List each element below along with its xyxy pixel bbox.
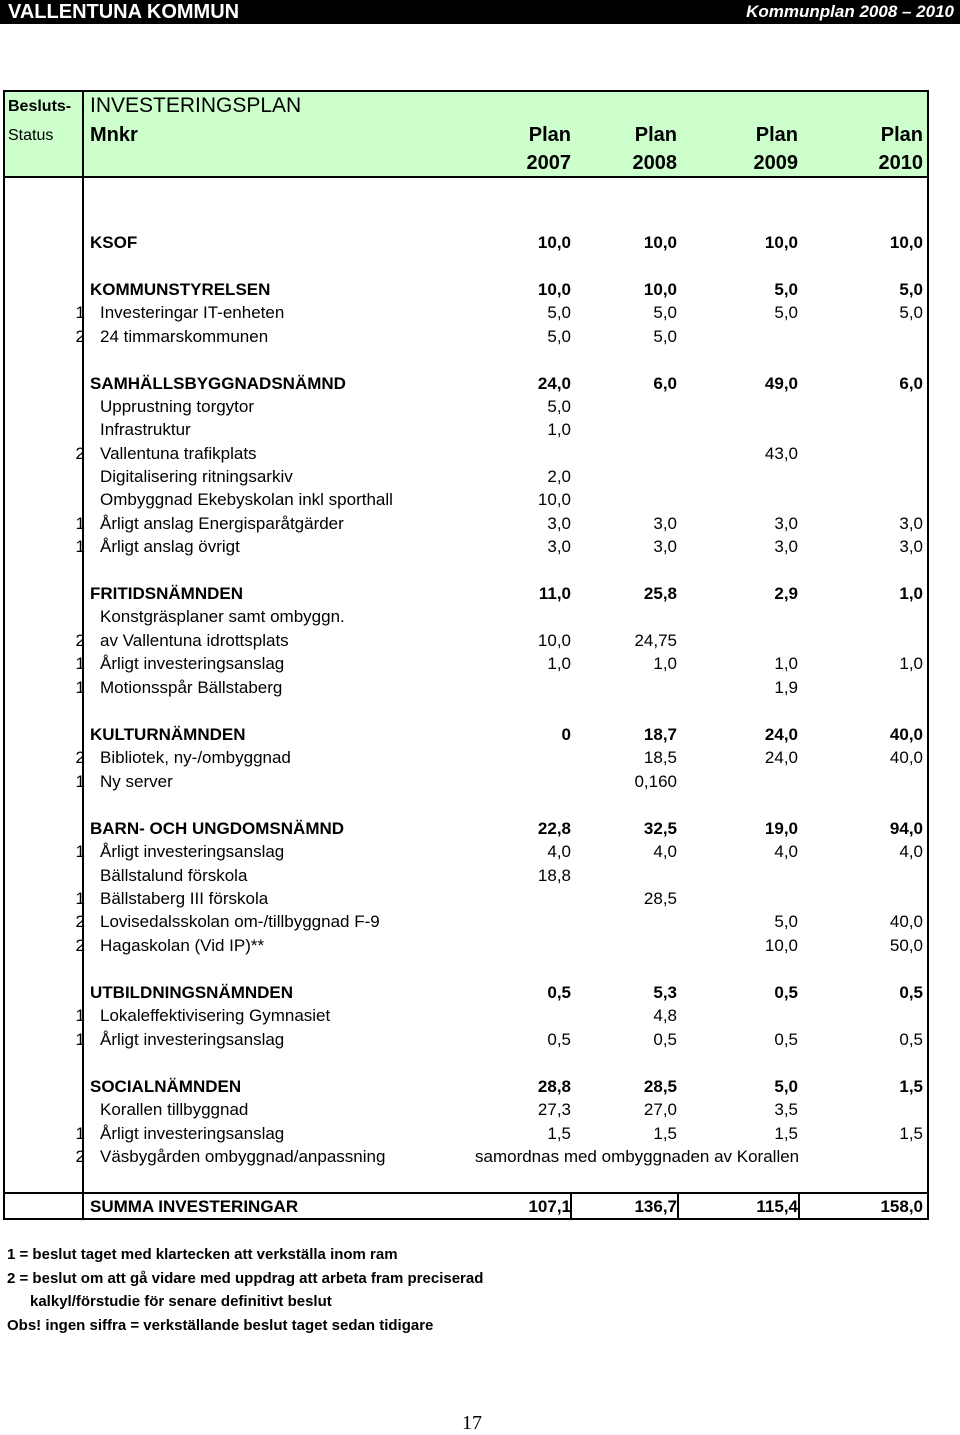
- value-2007: 27,3: [537, 1100, 571, 1119]
- footnote-2-cont: kalkyl/förstudie för senare definitivt beslut: [30, 1293, 332, 1310]
- value-2009: 5,0: [774, 280, 798, 299]
- table-row: [5, 840, 927, 863]
- value-2009: 1,0: [774, 654, 798, 673]
- table-row: [5, 488, 927, 511]
- section-row: [5, 817, 927, 840]
- value-2009: 2,9: [774, 584, 798, 603]
- value-2010: 3,0: [899, 514, 923, 533]
- value-2008: 5,3: [653, 983, 677, 1002]
- value-2007: 5,0: [547, 303, 571, 322]
- table-row: [5, 605, 927, 628]
- sum-value-2009: 115,4: [756, 1197, 798, 1216]
- value-2009: 49,0: [764, 374, 798, 393]
- table-row: [5, 746, 927, 769]
- sum-value-2008: 136,7: [634, 1197, 677, 1216]
- value-2009: 10,0: [764, 233, 798, 252]
- value-2007: 5,0: [547, 397, 571, 416]
- status-code: 2: [75, 444, 85, 463]
- status-code: 2: [75, 631, 85, 650]
- value-2009: 0,5: [774, 983, 798, 1002]
- value-2010: 40,0: [889, 748, 923, 767]
- value-2010: 0,5: [899, 983, 923, 1002]
- value-2007: 10,0: [537, 233, 571, 252]
- table-row: [5, 301, 927, 324]
- item-label: Vallentuna trafikplats: [100, 444, 257, 463]
- value-2009: 3,5: [774, 1100, 798, 1119]
- value-2007: 24,0: [537, 374, 571, 393]
- footnotes: [7, 1243, 483, 1337]
- footnote-2: 2 = beslut om att gå vidare med uppdrag att arbeta fram preciserad: [7, 1269, 484, 1287]
- table-row: [5, 512, 927, 535]
- value-2008: 3,0: [653, 514, 677, 533]
- value-2008: 0,5: [653, 1030, 677, 1049]
- value-2008: 18,7: [643, 725, 677, 744]
- value-2009: 3,0: [774, 514, 798, 533]
- value-2009: 0,5: [774, 1030, 798, 1049]
- section-row: [5, 582, 927, 605]
- value-2007: 5,0: [547, 327, 571, 346]
- table-row: [5, 864, 927, 887]
- org-name: VALLENTUNA KOMMUN: [8, 1, 240, 23]
- value-2007: 1,0: [547, 420, 571, 439]
- value-2007: 1,0: [547, 654, 571, 673]
- item-label: Investeringar IT-enheten: [100, 303, 285, 322]
- value-2009: 24,0: [764, 748, 798, 767]
- sum-value-2010: 158,0: [880, 1197, 923, 1216]
- document-title: Kommunplan 2008 – 2010: [746, 2, 954, 21]
- table-row: [5, 1004, 927, 1027]
- status-code: 1: [75, 514, 85, 533]
- table-row: [5, 934, 927, 957]
- item-label: Väsbygården ombyggnad/anpassning: [100, 1147, 386, 1166]
- value-2008: 25,8: [643, 584, 677, 603]
- value-2009: 3,0: [774, 537, 798, 556]
- value-2010: 40,0: [889, 912, 923, 931]
- value-2008: 28,5: [643, 889, 677, 908]
- value-2008: 5,0: [653, 327, 677, 346]
- table-row: [5, 887, 927, 910]
- status-code: 2: [75, 936, 85, 955]
- item-label: Ny server: [100, 772, 173, 791]
- table-row: [5, 535, 927, 558]
- value-2010: 50,0: [889, 936, 923, 955]
- sum-label: SUMMA INVESTERINGAR: [90, 1197, 299, 1216]
- title-header-cell: [84, 92, 927, 178]
- status-code: 2: [75, 748, 85, 767]
- status-header-line2: Status: [8, 127, 54, 144]
- value-2010: 0,5: [899, 1030, 923, 1049]
- table-row: [5, 910, 927, 933]
- table-row: [5, 652, 927, 675]
- value-2008: 4,8: [653, 1006, 677, 1025]
- sum-divider: [5, 1192, 927, 1194]
- status-code: 1: [75, 654, 85, 673]
- table-row: [5, 676, 927, 699]
- item-label: Korallen tillbyggnad: [100, 1100, 249, 1119]
- value-2010: 1,0: [899, 584, 923, 603]
- status-code: 2: [75, 1147, 85, 1166]
- status-code: 1: [75, 303, 85, 322]
- item-label: Årligt investeringsanslag: [100, 654, 285, 673]
- value-2009: 1,5: [774, 1124, 798, 1143]
- value-2008: 0,160: [634, 772, 677, 791]
- section-row: [5, 723, 927, 746]
- year-2008: 2008: [632, 152, 677, 174]
- plan-label-2007: Plan: [528, 124, 571, 146]
- value-2010: 1,0: [899, 654, 923, 673]
- table-title: INVESTERINGSPLAN: [90, 94, 302, 117]
- value-2007: 10,0: [537, 490, 571, 509]
- status-code: 1: [75, 772, 85, 791]
- item-label: Lokaleffektivisering Gymnasiet: [100, 1006, 331, 1025]
- value-2010: 94,0: [889, 819, 923, 838]
- item-label: Upprustning torgytor: [100, 397, 255, 416]
- status-code: 1: [75, 889, 85, 908]
- value-2009: 5,0: [774, 912, 798, 931]
- value-2010: 6,0: [899, 374, 923, 393]
- item-label: Konstgräsplaner samt ombyggn.: [100, 607, 345, 626]
- value-2007: 3,0: [547, 514, 571, 533]
- plan-label-2008: Plan: [634, 124, 677, 146]
- section-label: SAMHÄLLSBYGGNADSNÄMND: [90, 374, 346, 393]
- value-2007: 4,0: [547, 842, 571, 861]
- value-2008: 27,0: [643, 1100, 677, 1119]
- value-2007: 18,8: [537, 866, 571, 885]
- item-label: Bällstaberg III förskola: [100, 889, 269, 908]
- investment-table: [3, 90, 929, 1220]
- status-code: 1: [75, 842, 85, 861]
- value-2010: 1,5: [899, 1124, 923, 1143]
- table-row: [5, 325, 927, 348]
- section-label: UTBILDNINGSNÄMNDEN: [90, 983, 294, 1002]
- section-label: BARN- OCH UNGDOMSNÄMND: [90, 819, 345, 838]
- table-row: [5, 465, 927, 488]
- table-row: [5, 1145, 927, 1168]
- value-2007: 22,8: [537, 819, 571, 838]
- value-2007: 10,0: [537, 280, 571, 299]
- item-label: Årligt anslag övrigt: [100, 537, 240, 556]
- value-2010: 5,0: [899, 303, 923, 322]
- plan-label-2009: Plan: [755, 124, 798, 146]
- value-2007: 11,0: [538, 584, 571, 603]
- status-code: 2: [75, 327, 85, 346]
- item-label: Ombyggnad Ekebyskolan inkl sporthall: [100, 490, 393, 509]
- value-2008: 24,75: [634, 631, 677, 650]
- table-row: [5, 418, 927, 441]
- plan-label-2010: Plan: [880, 124, 923, 146]
- value-2010: 4,0: [899, 842, 923, 861]
- value-2008: 5,0: [653, 303, 677, 322]
- table-row: [5, 1028, 927, 1051]
- status-code: 1: [75, 537, 85, 556]
- table-row: [5, 1122, 927, 1145]
- status-code: 1: [75, 1030, 85, 1049]
- status-code: 1: [75, 1124, 85, 1143]
- value-2008: 28,5: [643, 1077, 677, 1096]
- item-label: Årligt investeringsanslag: [100, 1030, 285, 1049]
- table-row: [5, 770, 927, 793]
- value-2010: 5,0: [899, 280, 923, 299]
- value-2010: 3,0: [899, 537, 923, 556]
- status-code: 1: [75, 1006, 85, 1025]
- page-number: 17: [462, 1412, 482, 1434]
- value-2010: 1,5: [899, 1077, 923, 1096]
- item-label: Bibliotek, ny-/ombyggnad: [100, 748, 291, 767]
- footnote-obs: Obs! ingen siffra = verkställande beslut taget sedan tidigare: [7, 1316, 434, 1334]
- table-row: [5, 1098, 927, 1121]
- value-2009: 24,0: [764, 725, 798, 744]
- year-2009: 2009: [753, 152, 798, 174]
- value-2007: 10,0: [537, 631, 571, 650]
- section-row: [5, 231, 927, 254]
- section-row: [5, 981, 927, 1004]
- year-2007: 2007: [526, 152, 571, 174]
- value-2008: 10,0: [643, 280, 677, 299]
- page-header-bar: [0, 0, 960, 24]
- value-2008: 3,0: [653, 537, 677, 556]
- item-label: Lovisedalsskolan om-/tillbyggnad F-9: [100, 912, 380, 931]
- section-label: FRITIDSNÄMNDEN: [90, 584, 243, 603]
- status-code: 2: [75, 912, 85, 931]
- value-2009: 10,0: [764, 936, 798, 955]
- footnote-1: 1 = beslut taget med klartecken att verkställa inom ram: [7, 1246, 398, 1263]
- value-2007: 3,0: [547, 537, 571, 556]
- value-2007: 0,5: [547, 1030, 571, 1049]
- value-2007: 1,5: [547, 1124, 571, 1143]
- item-label: Infrastruktur: [100, 420, 191, 439]
- table-row: [5, 395, 927, 418]
- value-2007: 28,8: [537, 1077, 571, 1096]
- year-2010: 2010: [878, 152, 923, 174]
- item-label: Årligt investeringsanslag: [100, 842, 285, 861]
- value-2010: 10,0: [889, 233, 923, 252]
- value-2009: 4,0: [774, 842, 798, 861]
- item-label: Hagaskolan (Vid IP)**: [100, 936, 265, 955]
- table-row: [5, 442, 927, 465]
- value-2009: 43,0: [764, 444, 798, 463]
- sum-value-2007: 107,1: [528, 1197, 571, 1216]
- section-row: [5, 372, 927, 395]
- section-row: [5, 278, 927, 301]
- section-label: KOMMUNSTYRELSEN: [90, 280, 271, 299]
- value-2008: 32,5: [643, 819, 677, 838]
- table-row: [5, 629, 927, 652]
- value-2008: 4,0: [653, 842, 677, 861]
- value-2008: 10,0: [643, 233, 677, 252]
- status-header-line1: Besluts-: [8, 98, 72, 115]
- row-note: samordnas med ombyggnaden av Korallen: [475, 1147, 800, 1166]
- section-label: KULTURNÄMNDEN: [90, 725, 246, 744]
- unit-label: Mnkr: [90, 124, 138, 146]
- item-label: Årligt investeringsanslag: [100, 1124, 285, 1143]
- item-label: Årligt anslag Energisparåtgärder: [100, 514, 344, 533]
- section-row: [5, 1075, 927, 1098]
- value-2007: 0: [561, 725, 571, 744]
- status-code: 1: [75, 678, 85, 697]
- value-2010: 40,0: [889, 725, 923, 744]
- item-label: Motionsspår Bällstaberg: [100, 678, 283, 697]
- item-label: Digitalisering ritningsarkiv: [100, 467, 293, 486]
- item-label: Bällstalund förskola: [100, 866, 248, 885]
- value-2009: 5,0: [774, 1077, 798, 1096]
- section-label: KSOF: [90, 233, 138, 252]
- value-2007: 0,5: [547, 983, 571, 1002]
- sum-row: [5, 1195, 927, 1218]
- value-2009: 5,0: [774, 303, 798, 322]
- value-2008: 6,0: [653, 374, 677, 393]
- status-header-cell: [5, 92, 84, 178]
- item-label: 24 timmarskommunen: [100, 327, 269, 346]
- value-2008: 1,5: [653, 1124, 677, 1143]
- value-2009: 1,9: [774, 678, 798, 697]
- value-2008: 18,5: [643, 748, 677, 767]
- item-label: av Vallentuna idrottsplats: [100, 631, 289, 650]
- section-label: SOCIALNÄMNDEN: [90, 1077, 242, 1096]
- value-2009: 19,0: [764, 819, 798, 838]
- value-2007: 2,0: [547, 467, 571, 486]
- value-2008: 1,0: [653, 654, 677, 673]
